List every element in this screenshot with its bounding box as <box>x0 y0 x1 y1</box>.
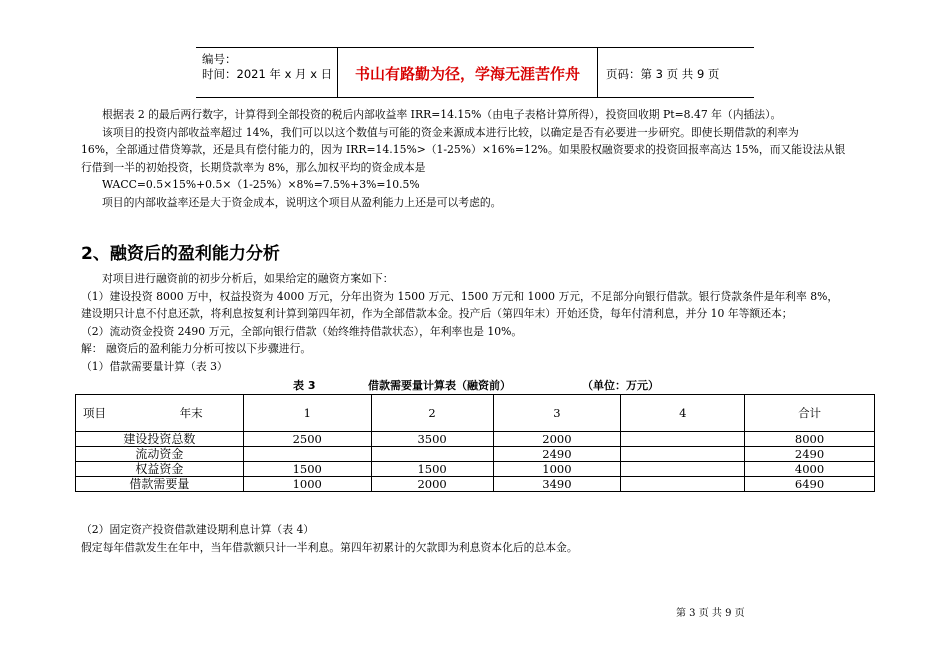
table-label: 表 3 <box>293 379 316 392</box>
step-paragraph: 假定每年借款发生在年中，当年借款额只计一半利息。第四年初累计的欠款即为利息资本化后的总本金。 <box>81 540 578 554</box>
header-info-cell <box>196 47 338 98</box>
wacc-formula: WACC=0.5×15%+0.5×（1-25%）×8%=7.5%+3%=10.5% <box>102 178 420 192</box>
row-label: 借款需要量 <box>76 477 244 492</box>
section-paragraph: 对项目进行融资前的初步分析后，如果给定的融资方案如下： <box>102 272 394 285</box>
table-cell: 3490 <box>493 477 621 492</box>
table-cell: 1000 <box>493 462 621 477</box>
section-paragraph: （1）借款需要量计算（表 3） <box>81 359 228 373</box>
column-header: 合计 <box>745 395 875 432</box>
date-label: 时间：2021 年 x 月 x 日 <box>202 67 333 81</box>
table-unit: （单位：万元） <box>582 379 659 392</box>
table-cell <box>621 477 745 492</box>
column-header: 2 <box>371 395 493 432</box>
header-motto-cell <box>338 47 598 98</box>
header-year-label: 年末 <box>179 406 203 420</box>
section-text <box>81 270 881 376</box>
intro-paragraph: 16%，全部通过借贷筹款，还是具有偿付能力的，因为 IRR=14.15%>（1-25%）×16%=12%。如果股权融资要求的投资回报率高达 15%，而又能设法从银 <box>81 143 846 157</box>
table-cell: 2000 <box>371 477 493 492</box>
table-row <box>76 447 875 462</box>
table-cell: 4000 <box>745 462 875 477</box>
table-corner-header <box>76 395 244 432</box>
table-cell <box>621 462 745 477</box>
section-paragraph: 建设期只计息不付息还款，将利息按复利计算到第四年初，作为全部借款本金。投产后（第四年末）开始还贷，每年付清利息，并分 10 年等额还本； <box>81 307 793 321</box>
table-cell: 2500 <box>243 432 371 447</box>
table-cell <box>371 447 493 462</box>
intro-paragraph: 该项目的投资内部收益率超过 14%，我们可以以这个数值与可能的资金来源成本进行比较，以确定是否有必要进一步研究。即使长期借款的利率为 <box>102 125 799 139</box>
number-label: 编号： <box>202 52 237 66</box>
table-cell: 1500 <box>371 462 493 477</box>
intro-paragraph: 行借到一半的初始投资，长期贷款率为 8%，那么加权平均的资金成本是 <box>81 160 426 174</box>
intro-paragraph: 根据表 2 的最后两行数字，计算得到全部投资的税后内部收益率 IRR=14.15%（由电子表格计算所得），投资回收期 Pt=8.47 年（内插法）。 <box>102 108 782 121</box>
table-cell: 2000 <box>493 432 621 447</box>
table-row <box>76 462 875 477</box>
table-header-row <box>76 395 875 432</box>
table-title: 借款需要量计算表（融资前） <box>368 379 511 392</box>
table-cell <box>621 447 745 462</box>
table-cell: 1500 <box>243 462 371 477</box>
section-paragraph: （1）建设投资 8000 万中，权益投资为 4000 万元，分年出资为 1500 万元、1500 万元和 1000 万元，不足部分向银行借款。银行贷款条件是年利率 8%， <box>81 289 839 303</box>
section-paragraph: 解： 融资后的盈利能力分析可按以下步骤进行。 <box>81 342 312 356</box>
column-header: 1 <box>243 395 371 432</box>
step-heading: （2）固定资产投资借款建设期利息计算（表 4） <box>81 523 315 536</box>
column-header: 3 <box>493 395 621 432</box>
page-footer: 第 3 页 共 9 页 <box>676 608 745 619</box>
table-row <box>76 432 875 447</box>
table-cell: 2490 <box>493 447 621 462</box>
table-cell <box>621 432 745 447</box>
table-cell: 8000 <box>745 432 875 447</box>
page-label: 页码：第 3 页 共 9 页 <box>606 67 720 81</box>
table-row <box>76 477 875 492</box>
row-label: 建设投资总数 <box>76 432 244 447</box>
section-paragraph: （2）流动资金投资 2490 万元，全部向银行借款（始终维持借款状态），年利率也是 10%。 <box>81 324 523 338</box>
table-cell <box>243 447 371 462</box>
column-header: 4 <box>621 395 745 432</box>
intro-paragraph: 项目的内部收益率还是大于资金成本，说明这个项目从盈利能力上还是可以考虑的。 <box>102 195 502 209</box>
after-table-text <box>81 521 578 556</box>
row-label: 权益资金 <box>76 462 244 477</box>
table-cell: 2490 <box>745 447 875 462</box>
table-cell: 1000 <box>243 477 371 492</box>
loan-requirement-table <box>75 394 875 492</box>
header-item-label: 项目 <box>83 406 106 420</box>
row-label: 流动资金 <box>76 447 244 462</box>
table-cell: 6490 <box>745 477 875 492</box>
table-cell: 3500 <box>371 432 493 447</box>
intro-text <box>81 106 881 212</box>
section-heading: 2、融资后的盈利能力分析 <box>81 244 280 264</box>
header-page-cell <box>598 47 754 98</box>
motto-text: 书山有路勤为径，学海无涯苦作舟 <box>354 65 580 83</box>
document-header <box>196 47 754 96</box>
